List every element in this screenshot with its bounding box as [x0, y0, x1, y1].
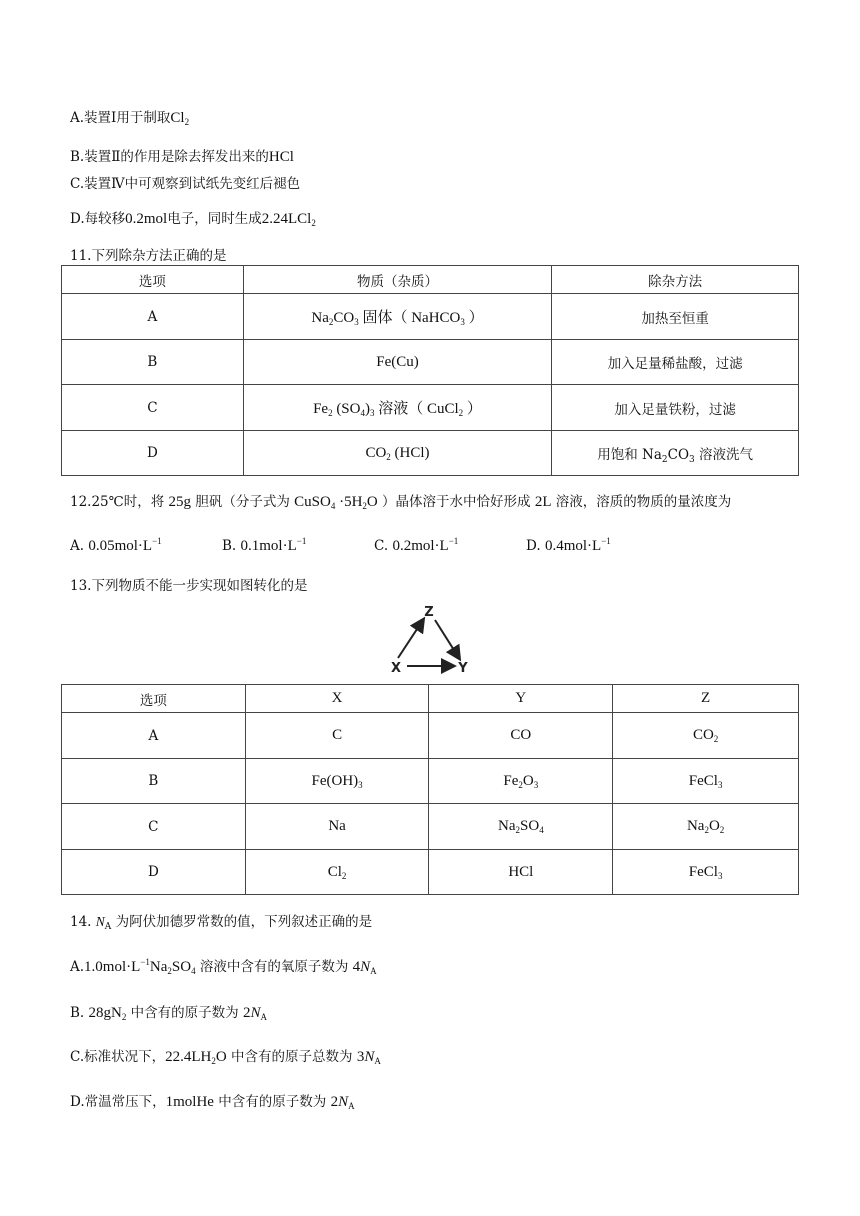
q14-stem: 14. $N_A$ 为阿伏加德罗常数的值，下列叙述正确的是 [70, 914, 373, 932]
q11-row-d-option: D [62, 431, 244, 476]
q13-row-a-y: CO [429, 713, 613, 759]
q13-header-row [62, 685, 799, 713]
table-row [62, 431, 799, 476]
q13-header-x: X [245, 685, 429, 713]
table-row [62, 385, 799, 431]
q12-option-c: C. $0.2mol\cdot L^{-1}$ [374, 536, 459, 554]
q13-table [61, 684, 799, 895]
q13-row-d-option: D [62, 850, 246, 895]
q10-option-d-formula2: 2.24LCl$_2$ [261, 211, 316, 228]
table-row [62, 850, 799, 895]
q10-option-c-text: C.装置Ⅳ中可观察到试纸先变红后褪色 [70, 176, 301, 192]
q13-row-a-z: $CO_2$ [613, 713, 799, 759]
q10-option-d-text2: 电子，同时生成 [167, 211, 262, 227]
table-row [62, 340, 799, 385]
q13-row-c-y: $Na_2SO_4$ [429, 804, 613, 850]
q11-header-method: 除杂方法 [552, 266, 799, 294]
q14-option-d: D.常温常压下，1molHe 中含有的原子数为 $2N_A$ [70, 1094, 355, 1111]
q10-option-b-text: B.装置Ⅱ的作用是除去挥发出来的 [70, 149, 269, 165]
q13-stem: 13.下列物质不能一步实现如图转化的是 [70, 578, 308, 594]
q14-option-b: B. $28gN_2$ 中含有的原子数为 $2N_A$ [70, 1005, 267, 1022]
conversion-diagram [385, 600, 475, 678]
q11-header-substance: 物质（杂质） [243, 266, 552, 294]
q11-row-c-option: C [62, 385, 244, 431]
q11-header-row [62, 266, 799, 294]
q13-row-c-z: $Na_2O_2$ [613, 804, 799, 850]
q11-row-a-method: 加热至恒重 [552, 294, 799, 340]
q10-option-b-formula: HCl [268, 149, 294, 165]
diagram-node-y: Y [458, 661, 468, 676]
q14-option-c: C.标准状况下，$22.4LH_2O$ 中含有的原子总数为 $3N_A$ [70, 1049, 381, 1066]
q11-row-b-option: B [62, 340, 244, 385]
q13-row-b-y: $Fe_2O_3$ [429, 759, 613, 804]
q13-header-z: Z [613, 685, 799, 713]
arrow-x-to-z [398, 620, 423, 658]
q10-option-a [70, 106, 189, 127]
q11-row-d-substance: $CO_2$ (HCl) [243, 431, 552, 476]
q10-option-b [70, 145, 294, 166]
q13-row-c-x: Na [245, 804, 429, 850]
q11-row-d-method: 用饱和 $Na_2CO_3$ 溶液洗气 [552, 431, 799, 476]
q13-row-b-x: $Fe(OH)_3$ [245, 759, 429, 804]
q13-row-d-x: $Cl_2$ [245, 850, 429, 895]
q11-header-option: 选项 [62, 266, 244, 294]
q13-row-d-y: HCl [429, 850, 613, 895]
q11-row-b-substance: Fe(Cu) [243, 340, 552, 385]
q10-option-a-text: A.装置Ⅰ用于制取 [70, 110, 171, 126]
q13-row-b-z: FeCl$_3$ [613, 759, 799, 804]
q11-row-a-substance: $Na_2CO_3$ 固体（ NaHCO$_3$ ） [243, 294, 552, 340]
q11-row-c-method: 加入足量铁粉，过滤 [552, 385, 799, 431]
q10-option-d-formula: 0.2mol [125, 211, 168, 227]
q11-row-a-option: A [62, 294, 244, 340]
q13-header-y: Y [429, 685, 613, 713]
q11-stem: 11.下列除杂方法正确的是 [70, 248, 227, 264]
q13-row-c-option: C [62, 804, 246, 850]
diagram-node-x: X [390, 661, 402, 676]
arrow-z-to-y [435, 620, 459, 658]
q11-table [61, 265, 799, 476]
q13-row-a-x: C [245, 713, 429, 759]
q14-option-a: $A.1.0mol\cdot L^{-1}Na_2SO_4$ 溶液中含有的氧原子数为 $4N_A$ [70, 957, 377, 976]
table-row [62, 804, 799, 850]
table-row [62, 294, 799, 340]
diagram-node-z: Z [424, 605, 434, 620]
q12-option-b: B. $0.1mol\cdot L^{-1}$ [222, 536, 307, 554]
q10-option-a-formula: $Cl_2$ [170, 110, 190, 127]
q10-option-d-text: D.每较移 [70, 211, 126, 227]
q13-row-d-z: FeCl$_3$ [613, 850, 799, 895]
table-row [62, 713, 799, 759]
q11-row-c-substance: $Fe_2$ $(SO_4)_3$ 溶液（ CuCl$_2$ ） [243, 385, 552, 431]
q10-option-d [70, 207, 316, 228]
q10-option-c [70, 172, 300, 192]
q12-stem: 12.25℃时，将 25g 胆矾（分子式为 CuSO$_4$ $\cdot 5H_2O$ ）晶体溶于水中恰好形成 2L 溶液，溶质的物质的量浓度为 [70, 494, 732, 511]
q13-row-a-option: A [62, 713, 246, 759]
q12-option-d: D. $0.4mol\cdot L^{-1}$ [526, 536, 611, 554]
q13-header-option: 选项 [62, 685, 246, 713]
table-row [62, 759, 799, 804]
q11-row-b-method: 加入足量稀盐酸，过滤 [552, 340, 799, 385]
q12-options [70, 538, 611, 555]
q12-option-a: A. $0.05mol\cdot L^{-1}$ [70, 536, 162, 554]
q13-row-b-option: B [62, 759, 246, 804]
